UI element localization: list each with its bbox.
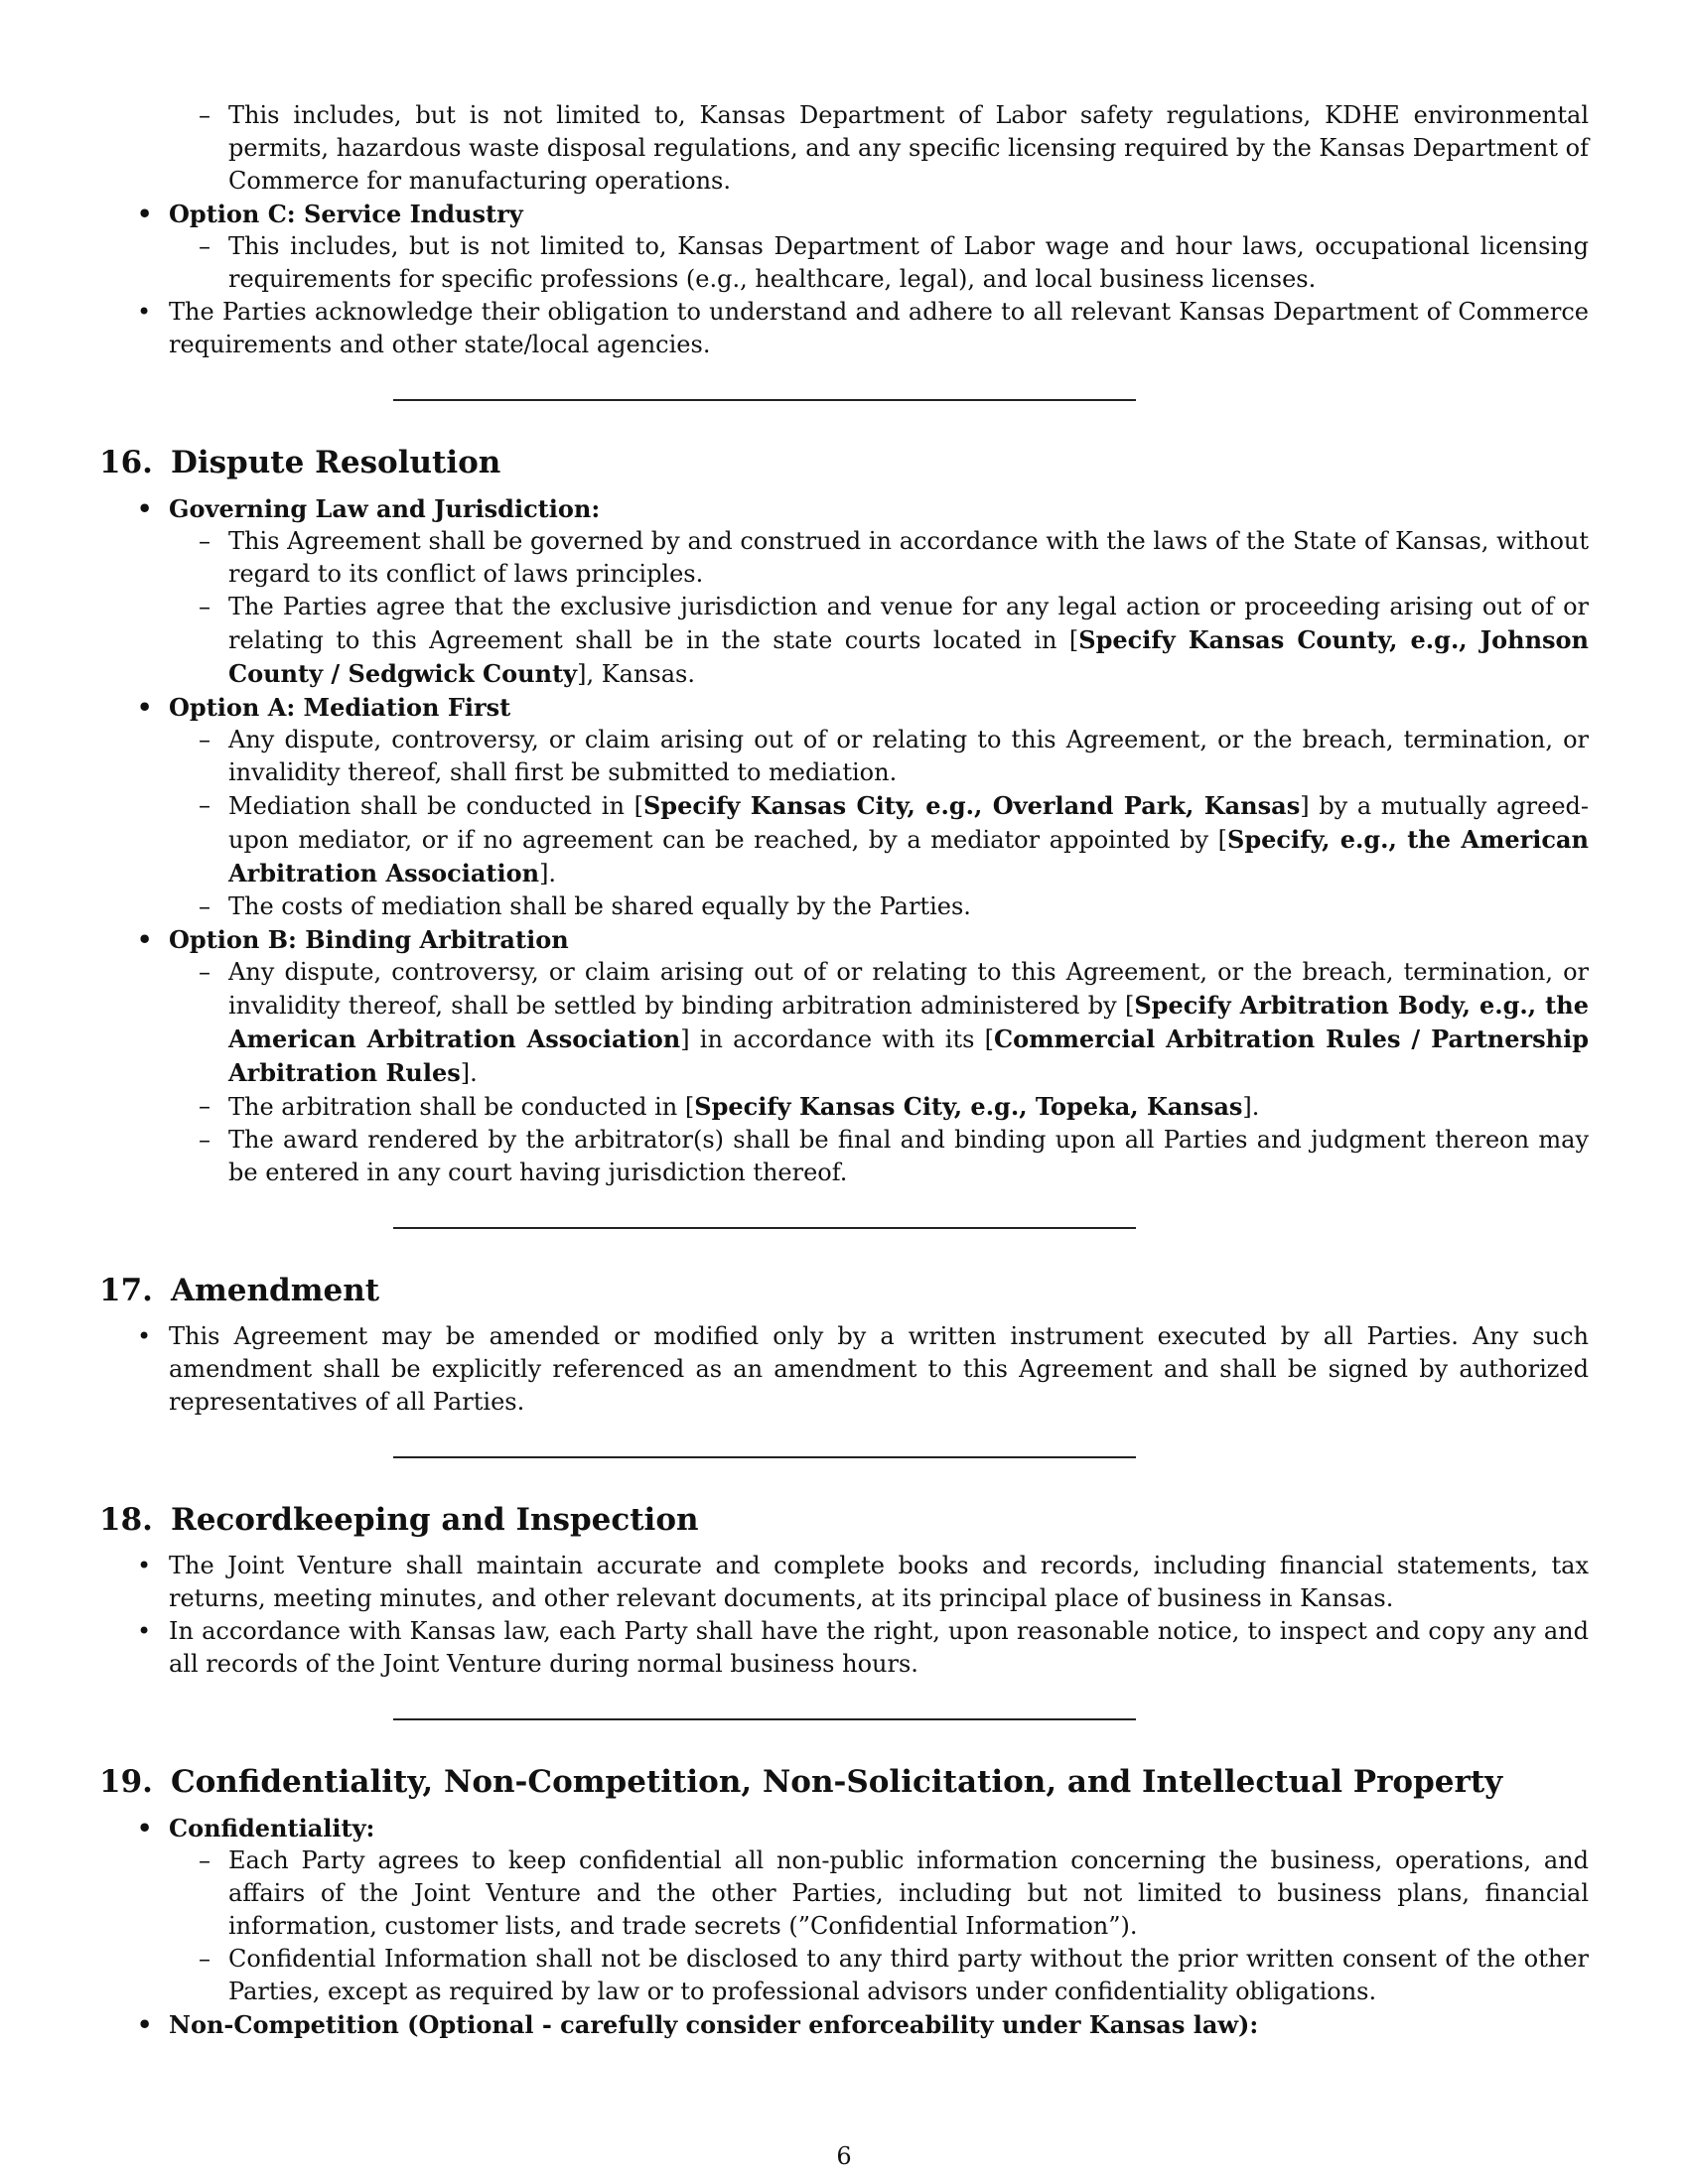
mediation-item-2: – Mediation shall be conducted in [Specify Kansas City, e.g., Overland Park, Kansas] by a mutually agreed-upon mediator, or if no agreement can be reached, by a mediator appointed by [Specify, e.g., the American Arbitration Association]. bbox=[99, 789, 1589, 890]
document-page bbox=[99, 99, 1589, 2041]
section-divider bbox=[393, 399, 1136, 401]
mediation-item-3: – The costs of mediation shall be shared equally by the Parties. bbox=[99, 890, 1589, 923]
section-16-heading: 16. Dispute Resolution bbox=[99, 445, 501, 480]
option-c-subitem: – This includes, but is not limited to, Kansas Department of Labor wage and hour laws, occupational licensing requirements for specific professions (e.g., healthcare, legal), and local business licenses. bbox=[99, 230, 1589, 296]
manufacturing-subitem: – This includes, but is not limited to, Kansas Department of Labor safety regulations, KDHE environmental permits, hazardous waste disposal regulations, and any specific licensing required by the Kansas Department of Commerce for manufacturing operations. bbox=[99, 99, 1589, 198]
page-number: 6 bbox=[836, 2142, 852, 2170]
arbitration-item-2: – The arbitration shall be conducted in [Specify Kansas City, e.g., Topeka, Kansas]. bbox=[99, 1090, 1589, 1124]
arbitration-item-3: – The award rendered by the arbitrator(s) shall be final and binding upon all Parties and judgment thereon may be entered in any court having jurisdiction thereof. bbox=[99, 1124, 1589, 1189]
section-divider bbox=[393, 1718, 1136, 1720]
records-item-2: • In accordance with Kansas law, each Party shall have the right, upon reasonable notice, to inspect and copy any and all records of the Joint Venture during normal business hours. bbox=[99, 1615, 1589, 1681]
section-divider bbox=[393, 1227, 1136, 1229]
confidentiality-title: • Confidentiality: bbox=[99, 1812, 1589, 1844]
top-list bbox=[99, 99, 1589, 361]
section-17-heading: 17. Amendment bbox=[99, 1273, 380, 1308]
section-19-list bbox=[99, 1812, 1589, 2041]
section-18-heading: 18. Recordkeeping and Inspection bbox=[99, 1502, 699, 1538]
confidentiality-item-2: – Confidential Information shall not be disclosed to any third party without the prior written consent of the other Parties, except as required by law or to professional advisors under confidentiality obligations. bbox=[99, 1943, 1589, 2008]
option-c-title: • Option C: Service Industry bbox=[99, 198, 1589, 230]
governing-law-item: – This Agreement shall be governed by and construed in accordance with the laws of the State of Kansas, without regard to its conflict of laws principles. bbox=[99, 525, 1589, 591]
arbitration-item-1: – Any dispute, controversy, or claim arising out of or relating to this Agreement, or the breach, termination, or invalidity thereof, shall be settled by binding arbitration administered by [Specify Arbitration Body, e.g., the American Arbitration Association] in accordance with its [Commercial Arbitration Rules / Partnership Arbitration Rules]. bbox=[99, 956, 1589, 1090]
amendment-item: • This Agreement may be amended or modified only by a written instrument executed by all Parties. Any such amendment shall be explicitly referenced as an amendment to this Agreement and shall be signed by authorized representatives of all Parties. bbox=[99, 1320, 1589, 1419]
option-b-title: • Option B: Binding Arbitration bbox=[99, 923, 1589, 956]
section-17-list bbox=[99, 1320, 1589, 1419]
records-item-1: • The Joint Venture shall maintain accurate and complete books and records, including financial statements, tax returns, meeting minutes, and other relevant documents, at its principal place of business in Kansas. bbox=[99, 1550, 1589, 1615]
mediation-item-1: – Any dispute, controversy, or claim arising out of or relating to this Agreement, or the breach, termination, or invalidity thereof, shall first be submitted to mediation. bbox=[99, 724, 1589, 789]
non-competition-title: • Non-Competition (Optional - carefully consider enforceability under Kansas law): bbox=[99, 2008, 1589, 2041]
governing-law-title: • Governing Law and Jurisdiction: bbox=[99, 492, 1589, 525]
confidentiality-item-1: – Each Party agrees to keep confidential all non-public information concerning the business, operations, and affairs of the Joint Venture and the other Parties, including but not limited to business plans, financial information, customer lists, and trade secrets (”Confidential Information”). bbox=[99, 1844, 1589, 1943]
section-19-heading: 19. Confidentiality, Non-Competition, Non-Solicitation, and Intellectual Property bbox=[99, 1764, 1503, 1800]
acknowledge-item: • The Parties acknowledge their obligation to understand and adhere to all relevant Kansas Department of Commerce requirements and other state/local agencies. bbox=[99, 296, 1589, 361]
option-a-title: • Option A: Mediation First bbox=[99, 691, 1589, 724]
section-16-list bbox=[99, 492, 1589, 1189]
jurisdiction-item: – The Parties agree that the exclusive jurisdiction and venue for any legal action or proceeding arising out of or relating to this Agreement shall be in the state courts located in [Specify Kansas County, e.g., Johnson County / Sedgwick County], Kansas. bbox=[99, 591, 1589, 691]
section-divider bbox=[393, 1456, 1136, 1458]
section-18-list bbox=[99, 1550, 1589, 1681]
